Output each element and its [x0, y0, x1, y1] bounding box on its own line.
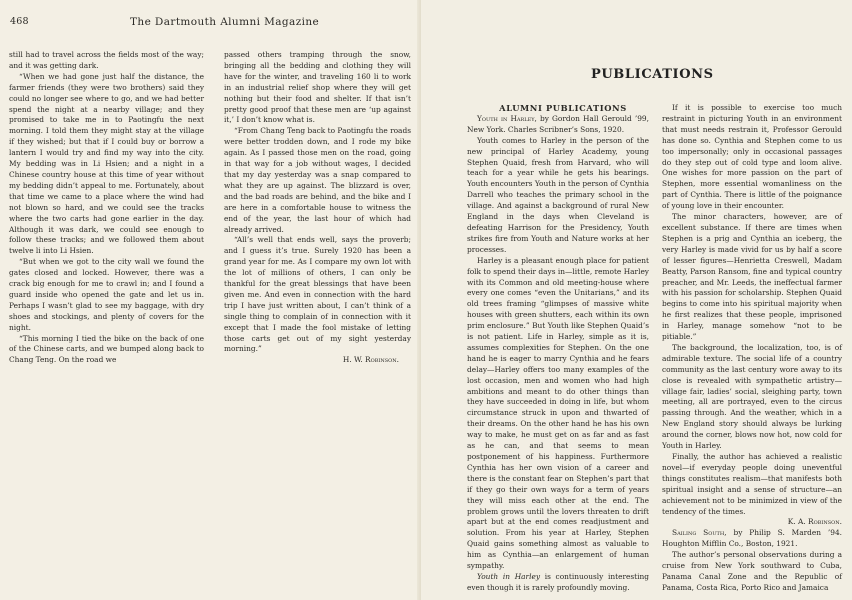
review-paragraph-2: The author’s personal observations during a cruise from New York southward to Cuba, Panama Canal Zone and the Republic of Panama, Costa Rica, Porto Rico and Jamaica [662, 550, 842, 592]
paragraph: “All’s well that ends well, says the proverb; and I guess it’s true. Surely 1920 has been a grand year for me. As I compare my own lot with the lot of millions of others, I can only be thankful for the great blessings that have been given me. And even in connection with the hard trip I have just written about, I can’t think of a single thing to complain of in connection with it except that I made the fool mistake of letting those carts get out of my sight yesterday morning.” [224, 235, 411, 354]
paragraph: Youth comes to Harley in the person of the new principal of Harley Academy, young Stephen Quaid, fresh from Harvard, who will teach for a year while he gets his bearings. Youth encounters Youth in the person of Cynthia Darrell who teaches the primary school in the village. And against a background of rural New England in the days when Cleveland is defeating Harrison for the Presidency, Youth strikes fire from Youth and Nature works at her processes. [467, 135, 649, 254]
book-title-2: Sailing South, [672, 528, 727, 538]
review-body-1 [467, 136, 649, 572]
book-details-2: by Philip S. Marden ’94. Houghton Mifflin Co., Boston, 1921. [662, 528, 842, 549]
paragraph: If it is possible to exercise too much restraint in picturing Youth in an environment that must needs restrain it, Professor Gerould has done so. Cynthia and Stephen come to us too impersonally; only in occasional passages do they step out of cold type and loom alive. One wishes for more passion on the part of Stephen, more essential womanliness on the part of Cynthia. There is little of the poignance of young love in their encounter. [662, 103, 842, 211]
section-heading: ALUMNI PUBLICATIONS [499, 103, 627, 113]
right-column-1 [467, 103, 649, 594]
author-signature: H. W. Robinson. [342, 355, 399, 365]
book-details: by Gordon Hall Gerould ’99, New York. Charles Scribner’s Sons, 1920. [467, 113, 649, 134]
running-head [10, 16, 405, 30]
paragraph: still had to travel across the fields most of the way; and it was getting dark. [9, 50, 204, 70]
paragraph: “When we had gone just half the distance, the farmer friends (they were two brothers) said they could no longer see where to go, and we had better spend the night at a nearby village; and they promised to take me in to Paotingfu the next morning. I told them they might stay at the village if they wished; but that if I could buy or borrow a lantern I would try and find my way into the city. My bedding was in Li Hsien; and a night in a Chinese country house at this time of year without my bedding didn’t appeal to me. Fortunately, about that time we came to a place where the wind had not blown so hard, and we could see the tracks where the two carts had gone earlier in the day. Although it was dark, we could see enough to follow these tracks; and we followed them about twelve li into Li Hsien. [9, 71, 204, 256]
paragraph: The background, the localization, too, is of admirable texture. The social life of a country community as the last century wore away to its close is revealed with sympathetic artistry—village fair, ladies’ social, sleighing party, town meeting, all are portrayed, even to the circus passing through. And the weather, which in a New England story should always be lurking around the corner, blows now hot, now cold for Youth in Harley. [662, 342, 842, 451]
paragraph: “This morning I tied the bike on the back of one of the Chinese carts, and we bumped along back to Chang Teng. On the road we [9, 333, 204, 365]
left-column-1 [9, 50, 204, 366]
review-body-2 [662, 103, 842, 517]
magazine-title: The Dartmouth Alumni Magazine [130, 16, 320, 28]
reviewer-signature: K. A. Robinson. [787, 517, 842, 527]
paragraph: The minor characters, however, are of excellent substance. If there are times when Stephen is a prig and Cynthia an iceberg, the very Harley is made vivid for us by half a score of lesser figures—Henrietta Creswell, Madam Beatty, Parson Ransom, fine and typical country preacher, and Mr. Leeds, the ineffectual farmer with his passion for scholarship. Stephen Quaid begins to come into his spiritual majority when he first realizes that these people, imprisoned in Harley, manage somehow “not to be pitiable.” [662, 212, 842, 342]
paragraph: “But when we got to the city wall we found the gates closed and locked. However, there was a crack big enough for me to crawl in; and I found a guard inside who opened the gate and let us in. Perhaps I wasn’t glad to see my baggage, with dry shoes and stockings, and plenty of covers for the night. [9, 257, 204, 332]
left-page [0, 0, 421, 600]
book-title: Youth in Harley, [477, 113, 537, 123]
book-title-italic: Youth in Harley [477, 571, 540, 581]
publications-heading: PUBLICATIONS [591, 67, 714, 82]
paragraph: Finally, the author has achieved a realistic novel—if everyday people doing uneventful things constitutes realism—that manifests both spiritual insight and a sense of structure—an achievement not to be minimized in view of the tendency of the times. [662, 452, 842, 516]
review-paragraph: Youth in Harley is continuously interesting even though it is rarely profoundly moving. [467, 571, 649, 592]
right-page [421, 0, 852, 600]
left-column-2 [224, 50, 411, 366]
paragraph: Harley is a pleasant enough place for patient folk to spend their days in—little, remote Harley with its Common and old meeting-house where every one comes “even the Unitarians,” and its old trees framing “glimpses of massive white houses with green shutters, each within its own prim enclosure.” But Youth like Stephen Quaid’s is not patient. Life in Harley, simple as it is, assumes complexities for Stephen. On the one hand he is eager to marry Cynthia and he fears delay—Harley offers too many examples of the lost occasion, men and women who had high ambitions and meant to do other things than they have succeeded in doing in life, but whom circumstance struck in upon and thwarted of their dreams. On the other hand he has his own way to make, he must get on as far and as fast as he can, and that seems to mean postponement of his happiness. Furthermore Cynthia has her own vision of a career and there is the constant fear on Stephen’s part that if they go their own ways for a term of years they will miss each other at the end. The problem grows until the lovers threaten to drift apart but at the end comes readjustment and solution. From his year at Harley, Stephen Quaid gains something almost as valuable to him as Cynthia—an enlargement of human sympathy. [467, 255, 649, 571]
page-number: 468 [10, 16, 29, 27]
review-citation [467, 114, 649, 136]
review-citation-2 [662, 528, 842, 550]
paragraph: “From Chang Teng back to Paotingfu the roads were better trodden down, and I rode my bike again. As I passed those men on the road, going in that way for a job without wages, I decided that my day yesterday was a snap compared to what they are up against. The blizzard is over, and the bad roads are behind, and the bike and I are here in a comfortable house to witness the end of the year, the last hour of which had already arrived. [224, 126, 411, 234]
right-column-2 [662, 103, 842, 594]
paragraph: passed others tramping through the snow, bringing all the bedding and clothing they will have for the winter, and traveling 160 li to work in an industrial relief shop where they will get nothing but their food and shelter. If that isn’t pretty good proof that these men are ‘up against it,’ I don’t know what is. [224, 50, 411, 125]
